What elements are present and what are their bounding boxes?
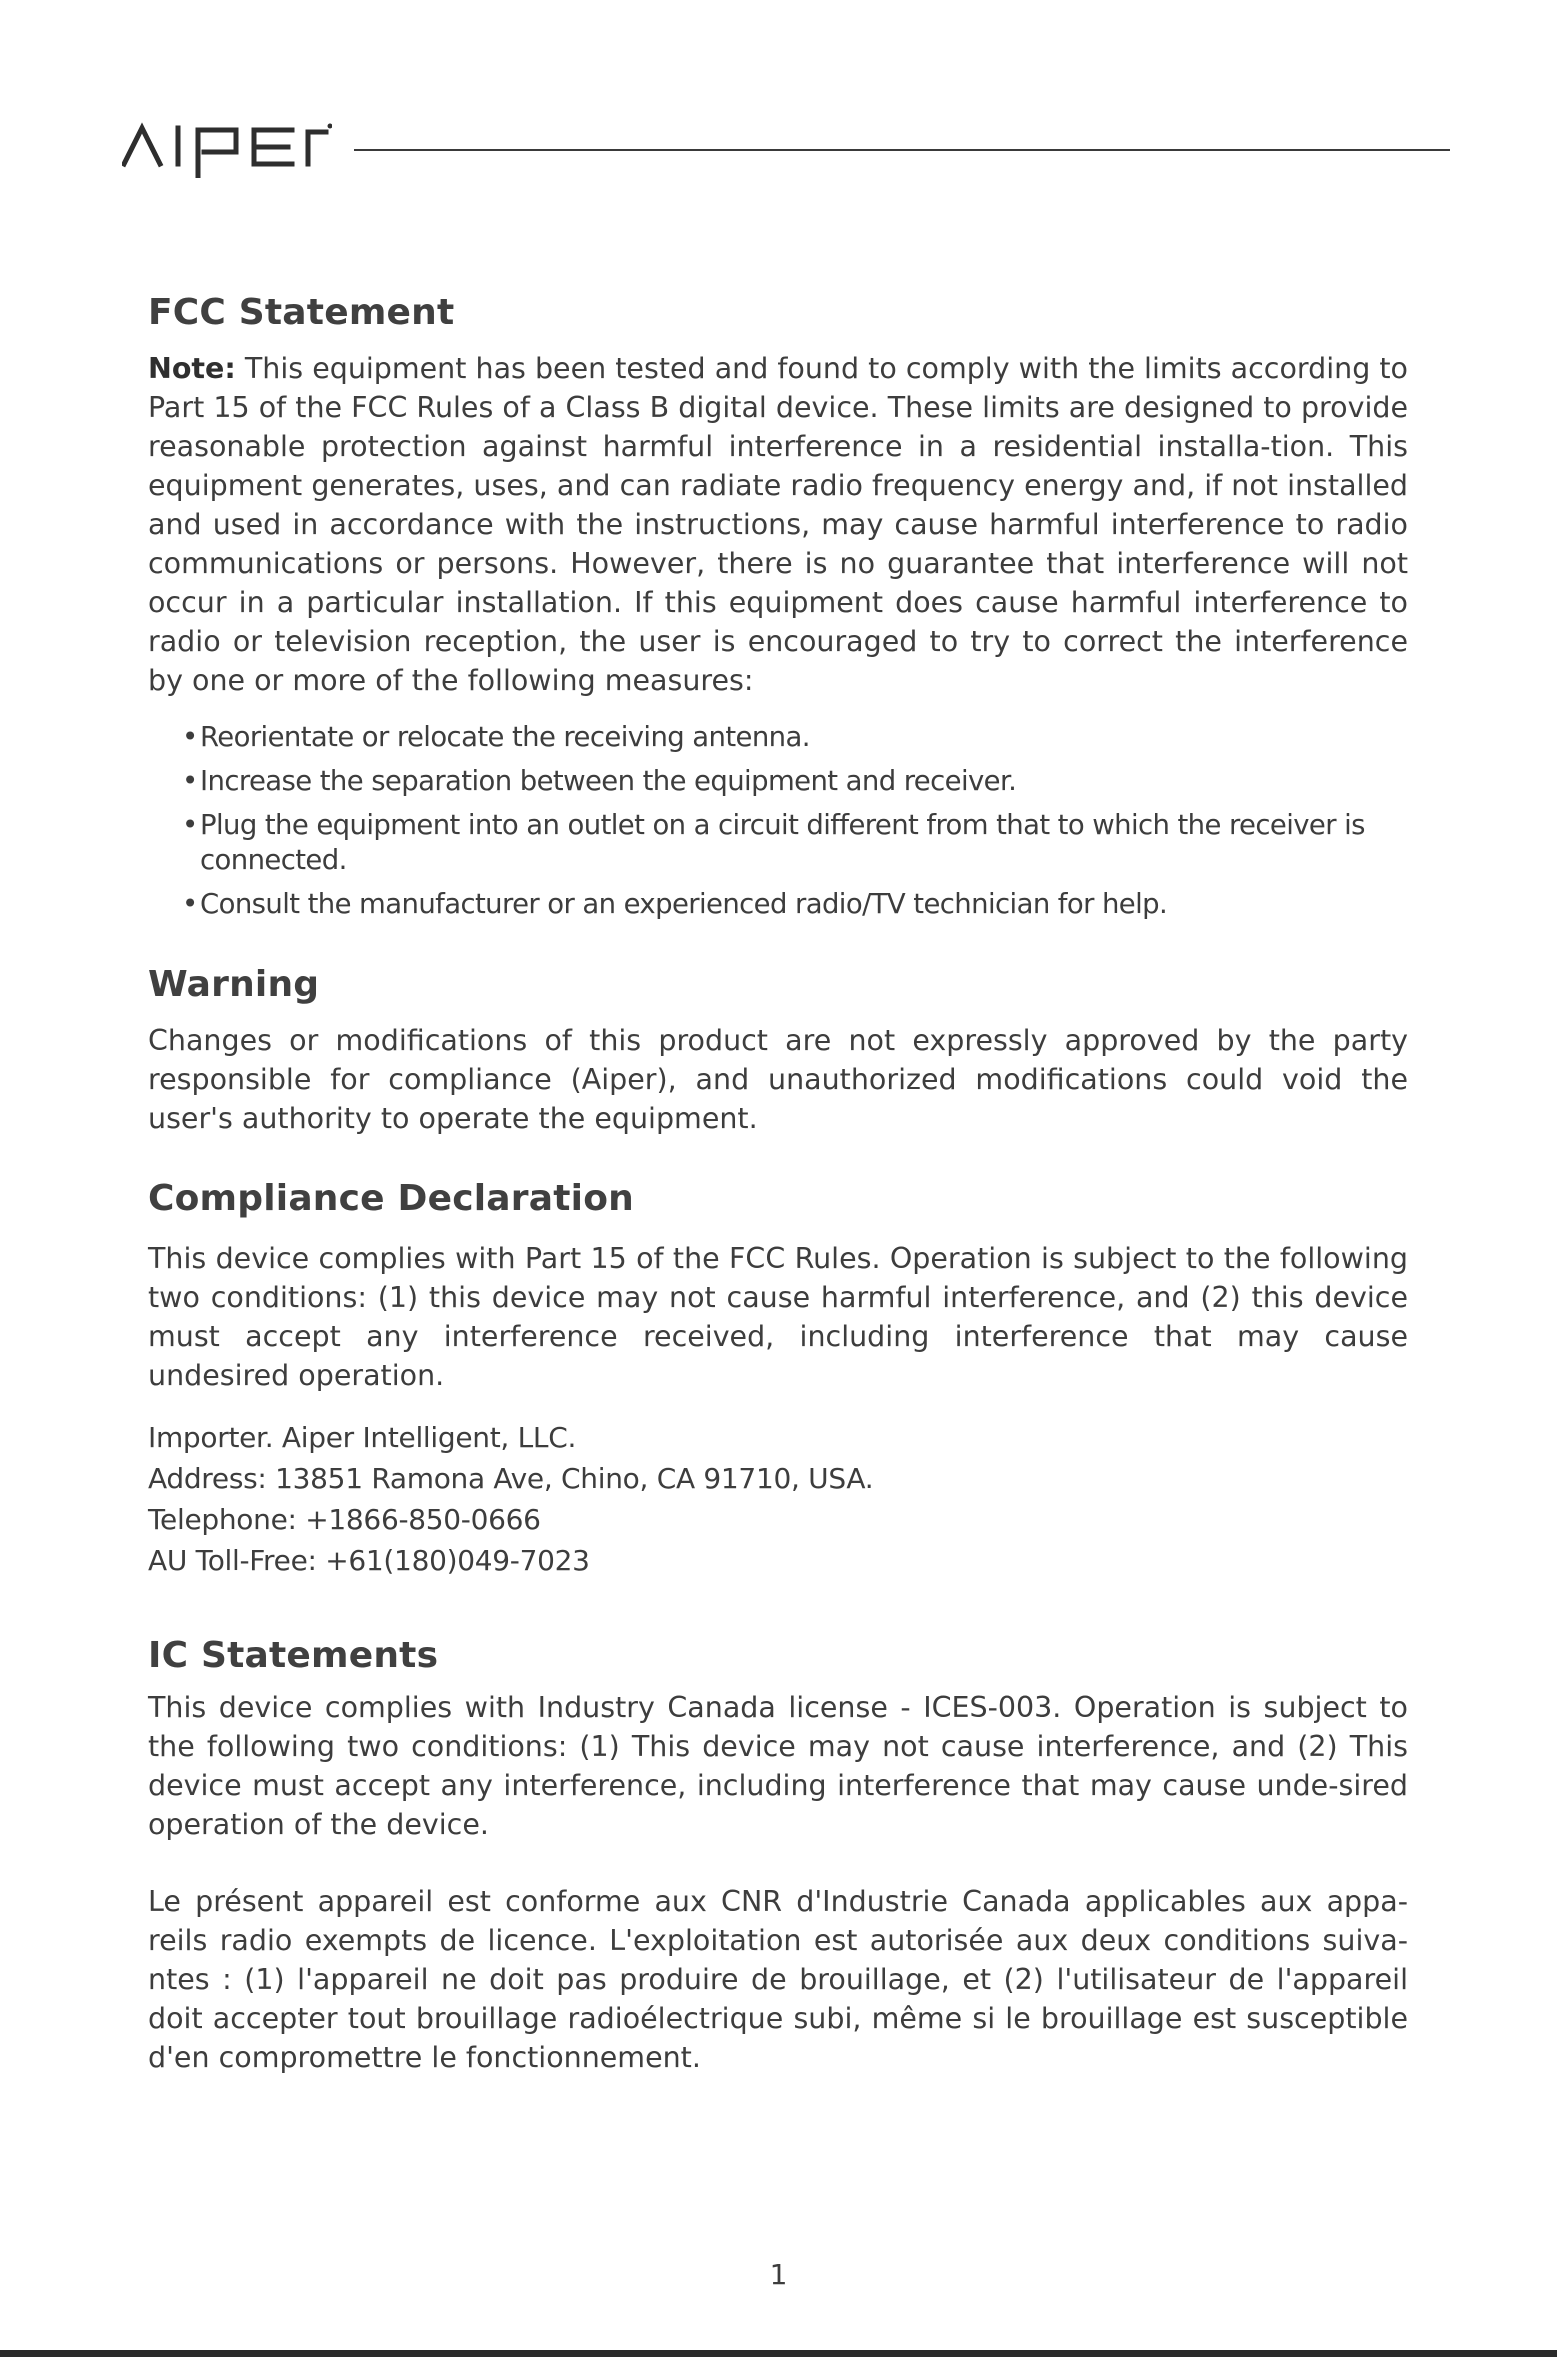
importer-line: Importer. Aiper Intelligent, LLC.	[148, 1421, 577, 1454]
compliance-heading: Compliance Declaration	[148, 1178, 634, 1219]
header-divider	[354, 149, 1450, 151]
note-text: This equipment has been tested and found to comply with the limits according to Part 15 of the FCC Rules of a Class B digital device. These limits are designed to provide reasonable protection against harmful interference in a residential installa-tion. This equipment generates, uses, and can radiate radio frequency energy and, if not installed and used in accordance with the instructions, may cause harmful interference to radio communications or persons. However, there is no guarantee that interference will not occur in a particular installation. If this equipment does cause harmful interference to radio or television reception, the user is encouraged to try to correct the interference by one or more of the following measures:	[148, 352, 1408, 697]
address-line: Address: 13851 Ramona Ave, Chino, CA 91710, USA.	[148, 1462, 874, 1495]
ic-statements-section	[148, 1635, 1408, 2077]
importer-contact-block	[148, 1417, 1408, 1581]
fcc-note-paragraph	[148, 349, 1408, 700]
list-item: • Increase the separation between the equipment and receiver.	[182, 765, 1017, 797]
document-body	[148, 292, 1408, 2077]
ic-french-paragraph: Le présent appareil est conforme aux CNR d'Industrie Canada applicables aux appa-reils radio exempts de licence. L'exploitation est autorisée aux deux conditions suiva-ntes : (1) l'appareil ne doit pas produire de brouillage, et (2) l'utilisateur de l'appareil doit accepter tout brouillage radioélectrique subi, même si le brouillage est susceptible d'en compromettre le fonctionnement.	[148, 1885, 1408, 2074]
compliance-section	[148, 1178, 1408, 1581]
page-header	[122, 118, 1450, 178]
compliance-paragraph: This device complies with Part 15 of the FCC Rules. Operation is subject to the following two conditions: (1) this device may not cause harmful interference, and (2) this device must accept any interference received, including interference that may cause undesired operation.	[148, 1242, 1408, 1392]
fcc-measures-list	[148, 720, 1408, 922]
list-item: • Reorientate or relocate the receiving antenna.	[182, 721, 810, 753]
list-item: • Plug the equipment into an outlet on a circuit different from that to which the receiver is connected.	[182, 809, 1365, 876]
warning-section	[148, 964, 1408, 1138]
bullet-icon: •	[182, 765, 198, 797]
ic-statements-heading: IC Statements	[148, 1635, 439, 1676]
warning-paragraph: Changes or modifications of this product are not expressly approved by the party responsible for compliance (Aiper), and unauthorized modifications could void the user's authority to operate the equipment.	[148, 1024, 1408, 1135]
list-item: • Consult the manufacturer or an experienced radio/TV technician for help.	[182, 888, 1168, 920]
page-number: 1	[769, 2258, 788, 2291]
warning-heading: Warning	[148, 964, 320, 1005]
fcc-statement-section	[148, 292, 1408, 922]
telephone-line: Telephone: +1866-850-0666	[148, 1503, 541, 1536]
au-toll-free-line: AU Toll-Free: +61(180)049-7023	[148, 1544, 590, 1577]
ic-english-paragraph: This device complies with Industry Canada license - ICES-003. Operation is subject to the following two conditions: (1) This device may not cause interference, and (2) This device must accept any interference, including interference that may cause unde-sired operation of the device.	[148, 1691, 1408, 1841]
bullet-icon: •	[182, 809, 198, 841]
bullet-icon: •	[182, 721, 198, 753]
bullet-icon: •	[182, 888, 198, 920]
fcc-statement-heading: FCC Statement	[148, 292, 455, 333]
aiper-logo	[122, 118, 332, 178]
bottom-edge-bar	[0, 2350, 1557, 2357]
note-label: Note:	[148, 352, 236, 385]
